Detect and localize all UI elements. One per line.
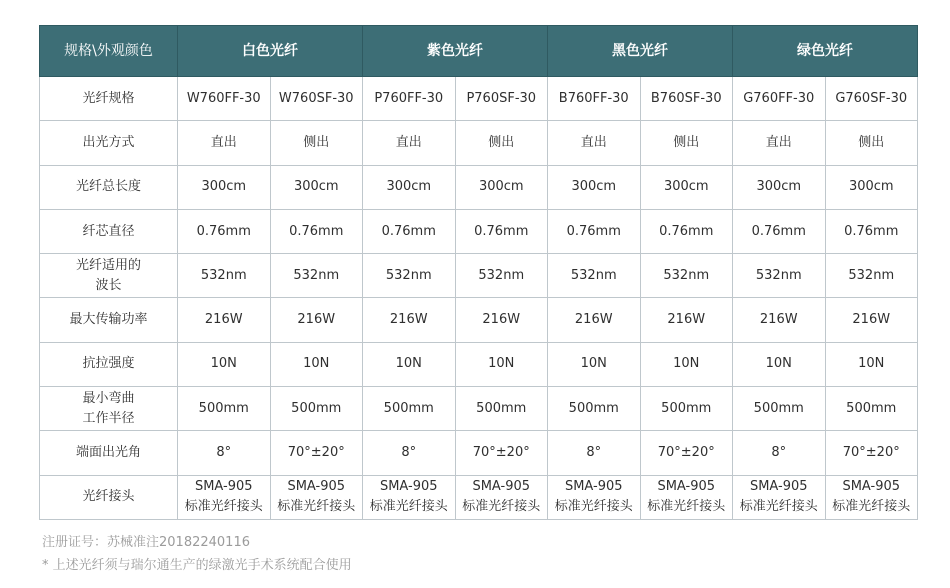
table-cell: 直出 — [363, 121, 456, 165]
table-cell: 0.76mm — [640, 209, 733, 253]
table-cell: 70°±20° — [825, 431, 918, 475]
table-cell: G760SF-30 — [825, 77, 918, 121]
row-label: 光纤总长度 — [40, 165, 178, 209]
table-cell: 216W — [640, 298, 733, 342]
table-cell: 10N — [178, 342, 271, 386]
table-cell: B760FF-30 — [548, 77, 641, 121]
table-cell: 500mm — [363, 387, 456, 431]
table-cell: 532nm — [455, 254, 548, 298]
row-label: 纤芯直径 — [40, 209, 178, 253]
table-cell: SMA-905 标准光纤接头 — [455, 475, 548, 519]
table-cell: 10N — [548, 342, 641, 386]
table-cell: 500mm — [825, 387, 918, 431]
table-cell: SMA-905 标准光纤接头 — [733, 475, 826, 519]
table-cell: 500mm — [733, 387, 826, 431]
table-cell: 300cm — [270, 165, 363, 209]
row-label: 出光方式 — [40, 121, 178, 165]
table-cell: 直出 — [178, 121, 271, 165]
usage-note: * 上述光纤须与瑞尔通生产的绿激光手术系统配合使用 — [42, 558, 352, 573]
table-cell: 216W — [825, 298, 918, 342]
table-cell: W760SF-30 — [270, 77, 363, 121]
table-cell: P760SF-30 — [455, 77, 548, 121]
table-body — [40, 77, 918, 520]
table-row — [40, 254, 918, 298]
table-cell: 216W — [270, 298, 363, 342]
table-cell: 300cm — [548, 165, 641, 209]
table-cell: B760SF-30 — [640, 77, 733, 121]
table-cell: 0.76mm — [455, 209, 548, 253]
table-cell: P760FF-30 — [363, 77, 456, 121]
table-cell: 532nm — [270, 254, 363, 298]
table-cell: 216W — [548, 298, 641, 342]
table-cell: 侧出 — [455, 121, 548, 165]
table-row — [40, 165, 918, 209]
table-cell: 216W — [733, 298, 826, 342]
table-cell: 70°±20° — [455, 431, 548, 475]
header-group-green: 绿色光纤 — [733, 26, 918, 77]
table-cell: 直出 — [733, 121, 826, 165]
table-cell: 532nm — [733, 254, 826, 298]
header-group-purple: 紫色光纤 — [363, 26, 548, 77]
table-cell: 8° — [363, 431, 456, 475]
table-cell: 8° — [548, 431, 641, 475]
table-cell: 0.76mm — [733, 209, 826, 253]
footnotes — [42, 531, 352, 577]
table-cell: 216W — [455, 298, 548, 342]
table-cell: SMA-905 标准光纤接头 — [178, 475, 271, 519]
table-header-row — [40, 26, 918, 77]
table-cell: 300cm — [178, 165, 271, 209]
row-label: 端面出光角 — [40, 431, 178, 475]
table-cell: 8° — [178, 431, 271, 475]
table-cell: 直出 — [548, 121, 641, 165]
table-cell: G760FF-30 — [733, 77, 826, 121]
table-cell: 532nm — [178, 254, 271, 298]
table-cell: 0.76mm — [270, 209, 363, 253]
header-label: 规格\外观颜色 — [40, 26, 178, 77]
table-cell: 10N — [733, 342, 826, 386]
table-cell: 0.76mm — [825, 209, 918, 253]
table-cell: 500mm — [178, 387, 271, 431]
table-cell: 70°±20° — [640, 431, 733, 475]
table-cell: 300cm — [825, 165, 918, 209]
table-row — [40, 342, 918, 386]
row-label: 最大传输功率 — [40, 298, 178, 342]
table-row — [40, 77, 918, 121]
table-cell: 300cm — [733, 165, 826, 209]
table-cell: 300cm — [363, 165, 456, 209]
row-label: 光纤接头 — [40, 475, 178, 519]
table-row — [40, 298, 918, 342]
table-cell: 10N — [640, 342, 733, 386]
table-cell: SMA-905 标准光纤接头 — [270, 475, 363, 519]
table-cell: 0.76mm — [548, 209, 641, 253]
table-cell: 0.76mm — [178, 209, 271, 253]
table-row — [40, 209, 918, 253]
table-cell: 10N — [455, 342, 548, 386]
table-cell: 0.76mm — [363, 209, 456, 253]
row-label: 抗拉强度 — [40, 342, 178, 386]
table-cell: 300cm — [640, 165, 733, 209]
table-cell: 500mm — [455, 387, 548, 431]
table-cell: 532nm — [548, 254, 641, 298]
table-cell: 10N — [825, 342, 918, 386]
table-row — [40, 431, 918, 475]
table-cell: 侧出 — [270, 121, 363, 165]
header-group-black: 黑色光纤 — [548, 26, 733, 77]
row-label: 最小弯曲 工作半径 — [40, 387, 178, 431]
table-cell: 8° — [733, 431, 826, 475]
table-cell: 300cm — [455, 165, 548, 209]
table-row — [40, 475, 918, 519]
table-cell: 500mm — [640, 387, 733, 431]
table-row — [40, 121, 918, 165]
table-cell: 70°±20° — [270, 431, 363, 475]
table-cell: SMA-905 标准光纤接头 — [640, 475, 733, 519]
spec-table — [39, 25, 918, 520]
header-group-white: 白色光纤 — [178, 26, 363, 77]
row-label: 光纤规格 — [40, 77, 178, 121]
table-cell: 216W — [178, 298, 271, 342]
table-row — [40, 387, 918, 431]
table-cell: 10N — [270, 342, 363, 386]
table-cell: 500mm — [548, 387, 641, 431]
table-cell: 532nm — [640, 254, 733, 298]
table-cell: 500mm — [270, 387, 363, 431]
table-cell: 侧出 — [825, 121, 918, 165]
table-cell: SMA-905 标准光纤接头 — [825, 475, 918, 519]
table-cell: 侧出 — [640, 121, 733, 165]
table-cell: SMA-905 标准光纤接头 — [363, 475, 456, 519]
table-cell: 10N — [363, 342, 456, 386]
table-cell: W760FF-30 — [178, 77, 271, 121]
row-label: 光纤适用的 波长 — [40, 254, 178, 298]
table-cell: 216W — [363, 298, 456, 342]
table-cell: 532nm — [825, 254, 918, 298]
table-cell: 532nm — [363, 254, 456, 298]
registration-note: 注册证号：苏械准注20182240116 — [42, 535, 250, 550]
table-cell: SMA-905 标准光纤接头 — [548, 475, 641, 519]
